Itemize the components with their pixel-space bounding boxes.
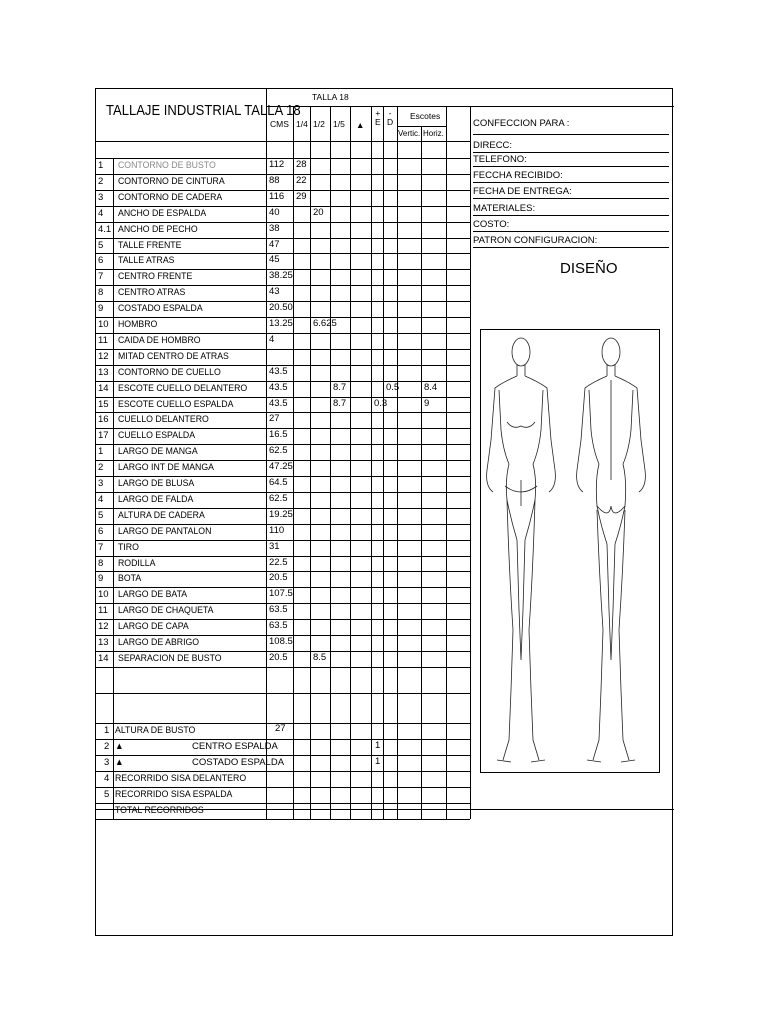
row-label: LARGO DE FALDA [118, 493, 194, 505]
col-half: 1/2 [313, 119, 325, 129]
bottom-row-number: 2 [104, 740, 110, 752]
row-value-q: 22 [296, 174, 307, 186]
row-number: 12 [98, 350, 109, 362]
row-value-cms: 43.5 [269, 397, 288, 409]
row-label: CENTRO FRENTE [118, 271, 193, 283]
row-label: ANCHO DE PECHO [118, 223, 198, 235]
bottom-row-number: 1 [104, 724, 110, 736]
row-value-cms: 40 [269, 206, 280, 218]
row-number: 4.1 [98, 223, 112, 235]
row-value-cms: 16.5 [269, 429, 288, 441]
col-vertic: Vertic. [398, 129, 421, 138]
row-number: 13 [98, 637, 109, 648]
row-label: TALLE FRENTE [118, 239, 182, 251]
row-value-cms: 64.5 [269, 477, 288, 488]
row-label: COSTADO ESPALDA [118, 303, 203, 315]
row-number: 5 [98, 239, 104, 251]
row-label: ANCHO DE ESPALDA [118, 207, 207, 219]
row-value-hz: 9 [424, 397, 430, 409]
row-label: LARGO DE ABRIGO [118, 637, 200, 648]
row-label: CONTORNO DE BUSTO [118, 160, 216, 171]
row-value-hz: 8.4 [424, 381, 438, 393]
row-label: LARGO DE BATA [118, 589, 188, 601]
bottom-row-label: RECORRIDO SISA DELANTERO [115, 772, 247, 784]
row-label: TIRO [118, 541, 139, 553]
row-label: SEPARACION DE BUSTO [118, 652, 222, 664]
row-value-q: 29 [296, 190, 307, 202]
row-value-cms: 47.25 [269, 461, 293, 473]
col-horiz: Horiz. [423, 129, 444, 138]
row-value-cms: 110 [269, 524, 285, 536]
row-number: 8 [98, 557, 104, 569]
row-number: 3 [98, 478, 104, 489]
row-label: ALTURA DE CADERA [118, 509, 205, 521]
row-label: CONTORNO DE CADERA [118, 191, 223, 203]
col-fifth: 1/5 [333, 119, 345, 129]
row-value-h: 8.5 [313, 651, 327, 663]
bottom-row-label: TOTAL RECORRIDOS [115, 804, 204, 816]
row-value-q: 28 [296, 159, 307, 170]
measurement-sheet [95, 88, 673, 936]
row-value-h: 20 [313, 206, 324, 218]
row-label: LARGO DE PANTALON [118, 525, 212, 537]
row-number: 10 [98, 589, 109, 601]
diseno-title: DISEÑO [560, 260, 618, 277]
row-value-e: 0.3 [374, 397, 388, 409]
row-number: 7 [98, 541, 104, 553]
row-number: 2 [98, 175, 104, 187]
row-value-cms: 62.5 [269, 445, 288, 457]
bottom-row-cms: 27 [275, 722, 286, 734]
row-value-cms: 107.5 [269, 588, 293, 600]
row-number: 8 [98, 287, 104, 299]
row-number: 4 [98, 493, 104, 505]
row-value-cms: 116 [269, 190, 285, 202]
row-label: CONTORNO DE CINTURA [118, 175, 225, 187]
row-number: 6 [98, 255, 104, 267]
row-number: 5 [98, 509, 104, 521]
bottom-row-sublabel: COSTADO ESPALDA [192, 756, 285, 768]
row-value-cms: 43 [269, 286, 280, 298]
row-value-cms: 45 [269, 254, 280, 266]
patron-label: PATRON CONFIGURACION: [473, 235, 598, 246]
row-label: RODILLA [118, 557, 156, 569]
row-label: BOTA [118, 573, 142, 585]
croquis-figures-icon [481, 330, 659, 772]
bottom-row-label: ▲ [115, 740, 124, 752]
bottom-row-e: 1 [375, 739, 381, 751]
bottom-row-sublabel: CENTRO ESPALDA [192, 740, 278, 752]
row-number: 1 [98, 160, 104, 171]
bottom-row-number: 3 [104, 756, 110, 768]
materiales-label: MATERIALES: [473, 203, 536, 214]
row-label: TALLE ATRAS [118, 255, 175, 267]
row-value-cms: 112 [269, 159, 285, 170]
row-number: 11 [98, 334, 108, 346]
row-value-cms: 108.5 [269, 636, 293, 647]
fashion-croquis-image [480, 329, 660, 773]
row-value-d: 0.5 [386, 381, 400, 393]
row-value-f: 8.7 [333, 397, 347, 409]
row-number: 14 [98, 652, 109, 664]
confeccion-label: CONFECCION PARA : [473, 118, 570, 129]
talla-header: TALLA 18 [312, 92, 349, 102]
row-number: 1 [98, 446, 104, 458]
row-label: ESCOTE CUELLO ESPALDA [118, 398, 234, 410]
row-label: LARGO DE MANGA [118, 446, 198, 458]
row-label: HOMBRO [118, 319, 158, 330]
row-value-cms: 20.5 [269, 651, 288, 663]
bottom-row-number: 4 [104, 772, 110, 784]
row-value-cms: 63.5 [269, 604, 288, 616]
row-label: CAIDA DE HOMBRO [118, 334, 201, 346]
row-value-cms: 13.25 [269, 318, 293, 329]
row-number: 15 [98, 398, 109, 410]
col-cms: CMS [270, 119, 289, 129]
row-number: 4 [98, 207, 104, 219]
row-value-cms: 63.5 [269, 620, 288, 632]
row-value-cms: 88 [269, 174, 280, 186]
row-number: 12 [98, 621, 109, 633]
row-value-cms: 27 [269, 413, 280, 425]
sheet-title: TALLAJE INDUSTRIAL TALLA 18 [106, 103, 301, 119]
row-label: LARGO INT DE MANGA [118, 462, 214, 474]
row-label: CUELLO DELANTERO [118, 414, 209, 426]
col-minus-d: - D [387, 108, 394, 127]
row-value-cms: 4 [269, 333, 275, 345]
row-value-cms: 20.50 [269, 302, 293, 314]
col-quarter: 1/4 [296, 119, 308, 129]
col-triangle: ▲ [356, 120, 365, 130]
bottom-row-label: ALTURA DE BUSTO [115, 724, 196, 736]
row-number: 13 [98, 366, 109, 378]
row-number: 9 [98, 573, 104, 585]
row-number: 16 [98, 414, 109, 426]
row-value-cms: 47 [269, 238, 280, 250]
row-label: CONTORNO DE CUELLO [118, 366, 221, 378]
costo-label: COSTO: [473, 219, 510, 230]
row-value-f: 8.7 [333, 381, 347, 393]
direccion-label: DIRECC: [473, 140, 513, 151]
row-value-h: 6.625 [313, 318, 337, 329]
row-value-cms: 19.25 [269, 508, 293, 520]
bottom-row-label: RECORRIDO SISA ESPALDA [115, 788, 233, 800]
col-escotes: Escotes [410, 111, 441, 121]
row-value-cms: 38 [269, 222, 280, 234]
row-number: 14 [98, 382, 109, 394]
row-label: CUELLO ESPALDA [118, 430, 196, 442]
row-label: ESCOTE CUELLO DELANTERO [118, 382, 248, 394]
bottom-row-label: ▲ [115, 756, 124, 768]
row-number: 11 [98, 605, 108, 617]
row-value-cms: 20.5 [269, 572, 288, 584]
row-label: MITAD CENTRO DE ATRAS [118, 350, 229, 362]
row-value-cms: 62.5 [269, 492, 288, 504]
bottom-row-number: 5 [104, 788, 110, 800]
bottom-row-e: 1 [375, 755, 381, 767]
fecha-recibido-label: FECCHA RECIBIDO: [473, 170, 563, 181]
row-label: CENTRO ATRAS [118, 287, 186, 299]
row-number: 6 [98, 525, 104, 537]
fecha-entrega-label: FECHA DE ENTREGA: [473, 186, 572, 197]
telefono-label: TELEFONO: [473, 154, 527, 165]
row-number: 9 [98, 303, 104, 315]
col-plus-e: + E [375, 108, 381, 127]
row-label: LARGO DE CAPA [118, 621, 189, 633]
row-label: LARGO DE CHAQUETA [118, 605, 214, 617]
row-value-cms: 38.25 [269, 270, 293, 282]
row-number: 10 [98, 319, 109, 330]
row-label: LARGO DE BLUSA [118, 478, 195, 489]
row-number: 2 [98, 462, 104, 474]
row-number: 17 [98, 430, 109, 442]
row-value-cms: 43.5 [269, 381, 288, 393]
row-value-cms: 31 [269, 540, 280, 552]
row-value-cms: 43.5 [269, 365, 288, 377]
row-number: 7 [98, 271, 104, 283]
row-number: 3 [98, 191, 104, 203]
row-value-cms: 22.5 [269, 556, 288, 568]
